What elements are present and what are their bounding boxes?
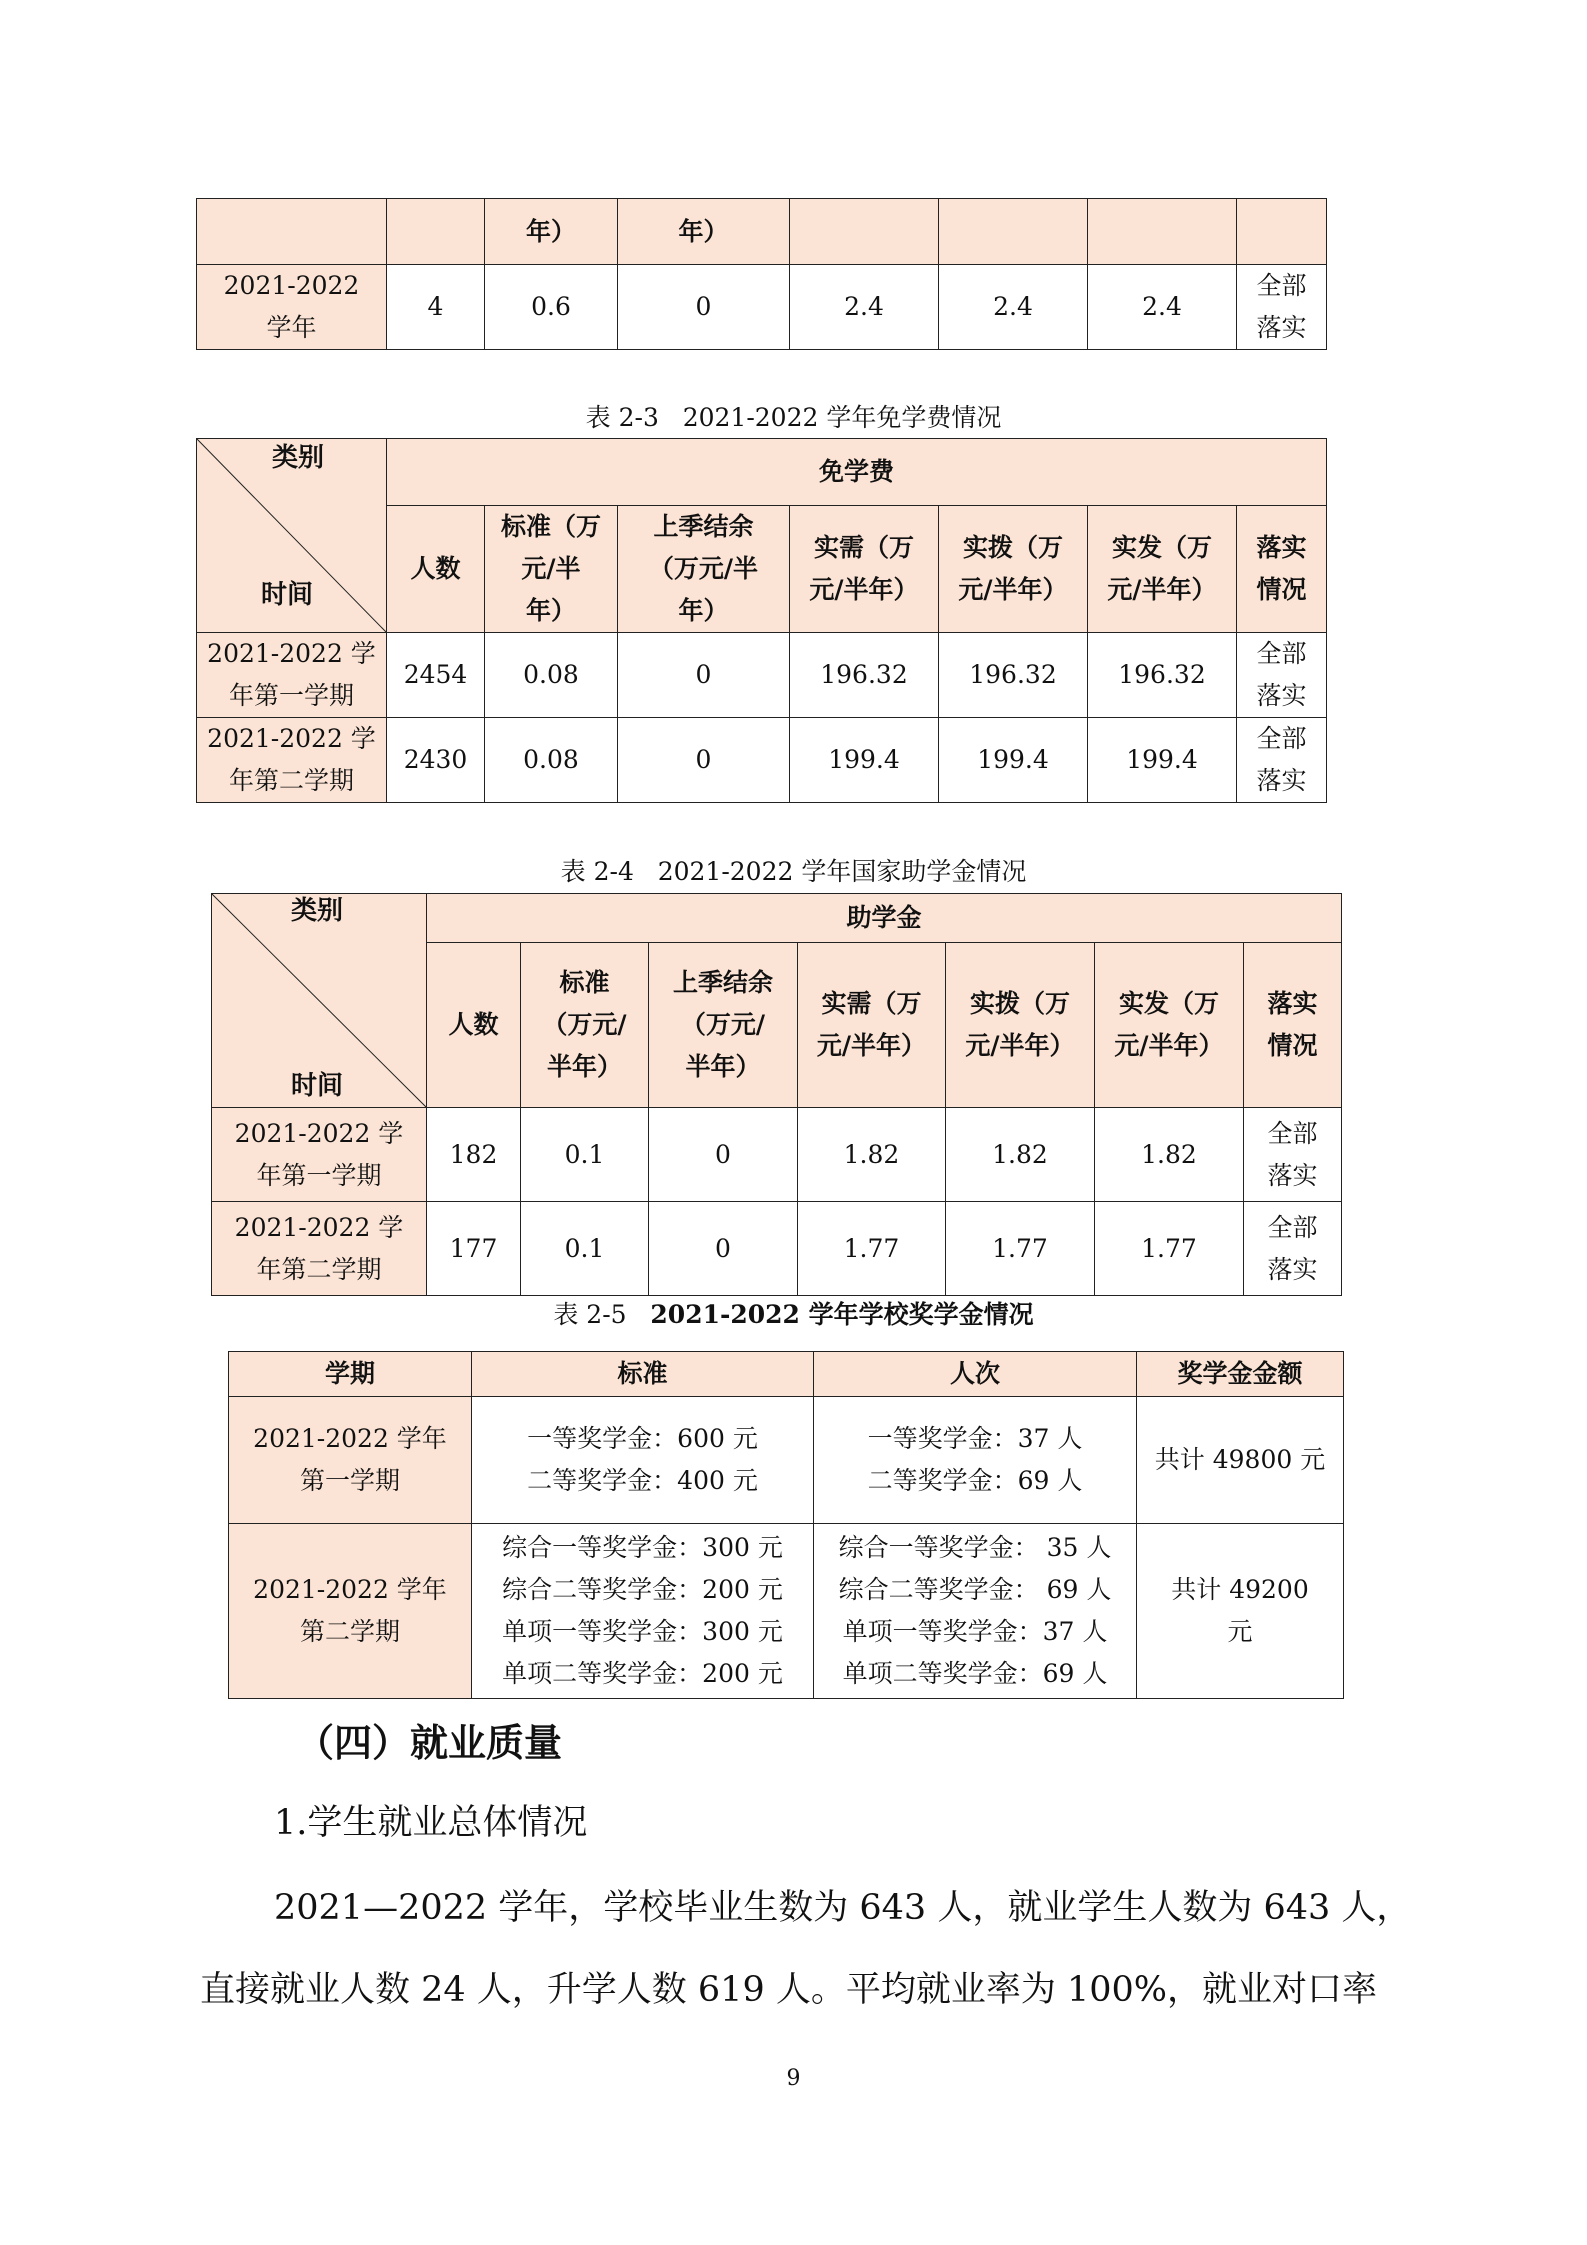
column-header: 实拨（万 元/半年） [939, 506, 1088, 633]
table-cell: 2.4 [1088, 265, 1237, 350]
row-label: 2021-2022 学 年第一学期 [197, 633, 387, 718]
caption-number: 表 2-4 [560, 857, 634, 886]
header-cell [1237, 199, 1327, 265]
table-header-row [197, 439, 1327, 506]
table-header-row [229, 1352, 1344, 1397]
table-cell: 1.82 [798, 1108, 946, 1202]
table-cell: 1.77 [798, 1202, 946, 1296]
column-header: 实拨（万 元/半年） [946, 943, 1095, 1108]
column-header: 落实 情况 [1244, 943, 1342, 1108]
table-cell: 199.4 [939, 718, 1088, 803]
corner-header [197, 439, 387, 633]
table-cell: 2454 [387, 633, 485, 718]
table-cell: 4 [387, 265, 485, 350]
table-row [229, 1524, 1344, 1699]
column-header: 人数 [427, 943, 521, 1108]
table-cell: 0 [649, 1108, 798, 1202]
table-cell: 196.32 [790, 633, 939, 718]
table-row [229, 1397, 1344, 1524]
column-header: 人数 [387, 506, 485, 633]
table-state-grant [211, 893, 1342, 1296]
group-header: 免学费 [387, 439, 1327, 506]
table-continued [196, 198, 1327, 350]
table-cell: 综合一等奖学金： 35 人 综合二等奖学金： 69 人 单项一等奖学金：37 人 单项二等奖学金：69 人 [814, 1524, 1137, 1699]
table-cell: 0.08 [485, 633, 618, 718]
table-caption [0, 1295, 1587, 1331]
column-header: 实需（万 元/半年） [798, 943, 946, 1108]
header-cell: 年） [485, 199, 618, 265]
page-number: 9 [786, 2066, 801, 2091]
table-cell: 2430 [387, 718, 485, 803]
table-cell: 0.1 [521, 1202, 649, 1296]
table-cell: 共计 49200 元 [1137, 1524, 1344, 1699]
table-cell: 0 [618, 265, 790, 350]
corner-label-time: 时间 [261, 580, 314, 610]
table-cell: 199.4 [1088, 718, 1237, 803]
table-cell: 全部 落实 [1244, 1202, 1342, 1296]
row-label: 2021-2022 学年 [197, 265, 387, 350]
column-header: 奖学金金额 [1137, 1352, 1344, 1397]
table-cell: 全部 落实 [1237, 633, 1327, 718]
row-label: 2021-2022 学年 第二学期 [229, 1524, 472, 1699]
caption-text: 2021-2022 学年国家助学金情况 [657, 857, 1027, 886]
table-cell: 1.82 [1095, 1108, 1244, 1202]
table-row [197, 718, 1327, 803]
row-label: 2021-2022 学年 第一学期 [229, 1397, 472, 1524]
column-header: 实需（万 元/半年） [790, 506, 939, 633]
table-header-row [212, 894, 1342, 943]
caption-text: 2021-2022 学年学校奖学金情况 [650, 1300, 1034, 1329]
table-cell: 1.77 [946, 1202, 1095, 1296]
table-cell: 177 [427, 1202, 521, 1296]
table-row [197, 633, 1327, 718]
table-cell: 一等奖学金：600 元 二等奖学金：400 元 [472, 1397, 814, 1524]
column-header: 标准 （万元/ 半年） [521, 943, 649, 1108]
table-cell: 共计 49800 元 [1137, 1397, 1344, 1524]
corner-label-category: 类别 [271, 443, 324, 473]
caption-text: 2021-2022 学年免学费情况 [682, 403, 1002, 432]
section-heading: （四）就业质量 [296, 1720, 563, 1765]
header-cell: 年） [618, 199, 790, 265]
table-cell: 0.08 [485, 718, 618, 803]
table-caption [0, 852, 1587, 888]
subheading: 1.学生就业总体情况 [274, 1803, 588, 1843]
column-header: 实发（万 元/半年） [1095, 943, 1244, 1108]
table-cell: 199.4 [790, 718, 939, 803]
caption-number: 表 2-3 [585, 403, 659, 432]
paragraph-line: 2021—2022 学年，学校毕业生数为 643 人，就业学生人数为 643 人， [274, 1888, 1412, 1928]
table-cell: 0 [649, 1202, 798, 1296]
table-cell: 1.82 [946, 1108, 1095, 1202]
table-cell: 1.77 [1095, 1202, 1244, 1296]
corner-label-time: 时间 [291, 1071, 344, 1101]
table-cell: 196.32 [939, 633, 1088, 718]
table-school-scholarship [228, 1351, 1344, 1699]
table-cell: 综合一等奖学金：300 元 综合二等奖学金：200 元 单项一等奖学金：300 元 单项二等奖学金：200 元 [472, 1524, 814, 1699]
row-label: 2021-2022 学 年第二学期 [212, 1202, 427, 1296]
table-cell: 2.4 [939, 265, 1088, 350]
column-header: 人次 [814, 1352, 1137, 1397]
table-row [212, 1108, 1342, 1202]
column-header: 标准（万 元/半 年） [485, 506, 618, 633]
table-cell: 全部 落实 [1244, 1108, 1342, 1202]
row-label: 2021-2022 学 年第二学期 [197, 718, 387, 803]
header-cell [197, 199, 387, 265]
table-tuition-waiver [196, 438, 1327, 803]
table-cell: 一等奖学金：37 人 二等奖学金：69 人 [814, 1397, 1137, 1524]
table-cell: 196.32 [1088, 633, 1237, 718]
table-cell: 0 [618, 718, 790, 803]
table-cell: 全部 落实 [1237, 265, 1327, 350]
group-header: 助学金 [427, 894, 1342, 943]
column-header: 上季结余 （万元/半 年） [618, 506, 790, 633]
header-cell [1088, 199, 1237, 265]
table-row [197, 265, 1327, 350]
table-cell: 0.1 [521, 1108, 649, 1202]
table-header-row [197, 199, 1327, 265]
column-header: 学期 [229, 1352, 472, 1397]
column-header: 上季结余 （万元/ 半年） [649, 943, 798, 1108]
header-cell [790, 199, 939, 265]
paragraph-line: 直接就业人数 24 人，升学人数 619 人。平均就业率为 100%，就业对口率 [200, 1970, 1378, 2010]
column-header: 实发（万 元/半年） [1088, 506, 1237, 633]
column-header: 落实 情况 [1237, 506, 1327, 633]
row-label: 2021-2022 学 年第一学期 [212, 1108, 427, 1202]
column-header: 标准 [472, 1352, 814, 1397]
header-cell [387, 199, 485, 265]
table-cell: 2.4 [790, 265, 939, 350]
header-cell [939, 199, 1088, 265]
caption-number: 表 2-5 [553, 1300, 627, 1329]
corner-header [212, 894, 427, 1108]
corner-label-category: 类别 [291, 896, 344, 926]
table-cell: 182 [427, 1108, 521, 1202]
table-caption [0, 398, 1587, 434]
table-row [212, 1202, 1342, 1296]
table-cell: 0.6 [485, 265, 618, 350]
table-cell: 0 [618, 633, 790, 718]
table-cell: 全部 落实 [1237, 718, 1327, 803]
